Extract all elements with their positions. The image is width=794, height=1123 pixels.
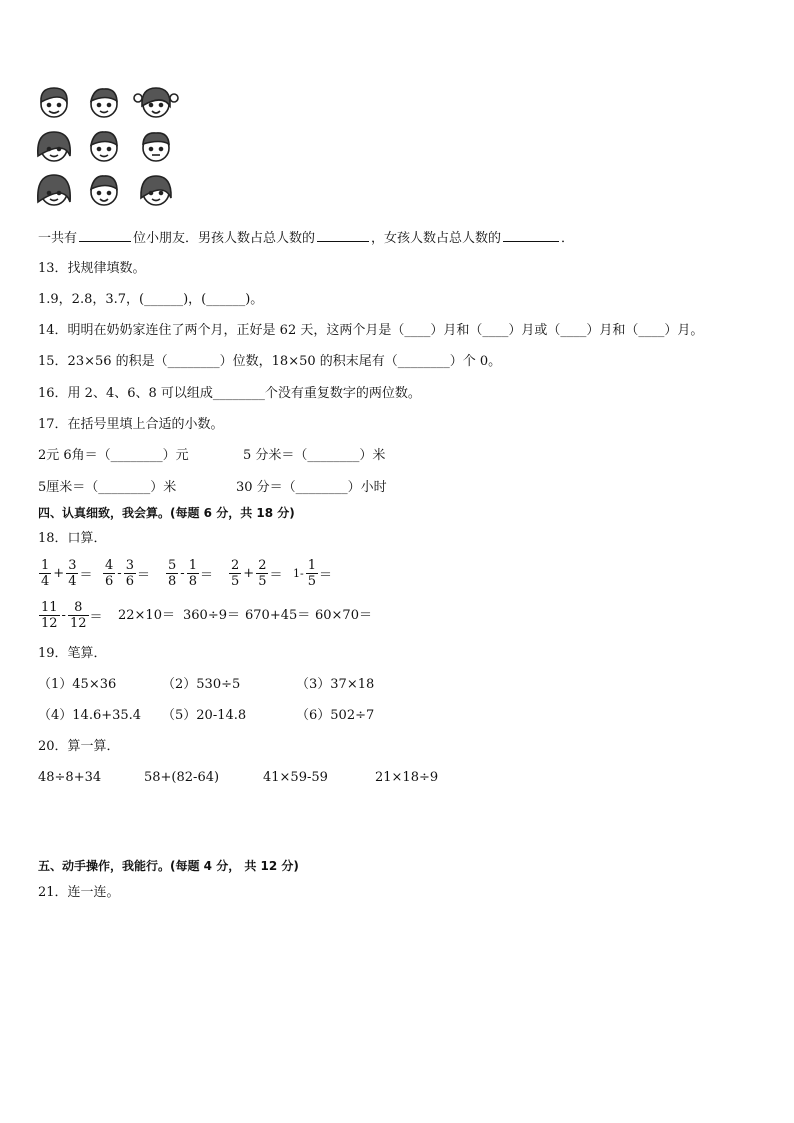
q15-text: 15．23×56 的积是（________）位数，18×50 的积末尾有（________）个 0。: [38, 354, 502, 369]
children-illustration: [36, 84, 186, 214]
q12-text-a: 一共有: [38, 231, 78, 246]
q12-text-c: ，女孩人数占总人数的: [371, 231, 502, 246]
q17-item-3: 5厘米＝（________）米: [38, 480, 177, 495]
q12-blank-3: [503, 229, 559, 242]
q17-item-4: 30 分＝（________）小时: [236, 480, 387, 495]
section-5-heading: 五、动手操作，我能行。(每题 4 分， 共 12 分): [38, 859, 299, 873]
q18-expr-2: $\frac{4}{6}$ - $\frac{3}{6}$ ＝: [105, 558, 150, 589]
q12-line: [38, 229, 574, 248]
q12-text-d: ．: [561, 231, 575, 246]
q20-item-3: 41×59-59: [263, 770, 328, 785]
q18-expr-8: 360÷9＝: [183, 608, 240, 623]
q19-item-5: （5）20-14.8: [162, 708, 247, 723]
fraction: $\frac{3}{4}$: [68, 558, 77, 589]
fraction: $\frac{1}{4}$: [41, 558, 50, 589]
q12-blank-2: [317, 229, 369, 242]
fraction: $\frac{5}{8}$: [168, 558, 177, 589]
q18-title: 18．口算．: [38, 531, 107, 546]
q19-item-3: （3）37×18: [296, 677, 375, 692]
q18-expr-1: $\frac{1}{4}$ + $\frac{3}{4}$ ＝: [41, 558, 93, 589]
children-faces-image: [36, 84, 186, 214]
q20-item-1: 48÷8+34: [38, 770, 102, 785]
q17-item-2: 5 分米＝（________）米: [243, 448, 386, 463]
q19-item-4: （4）14.6+35.4: [38, 708, 142, 723]
fraction: $\frac{1}{8}$: [188, 558, 197, 589]
q18-expr-10: 60×70＝: [315, 608, 372, 623]
q12-blank-1: [79, 229, 131, 242]
fraction: $\frac{11}{12}$: [41, 600, 58, 631]
fraction: $\frac{2}{5}$: [231, 558, 240, 589]
q19-title: 19．笔算．: [38, 646, 107, 661]
q18-expr-6: $\frac{11}{12}$ - $\frac{8}{12}$ ＝: [41, 600, 103, 631]
q17-title: 17．在括号里填上合适的小数。: [38, 417, 224, 432]
q17-item-1: 2元 6角＝（________）元: [38, 448, 189, 463]
fraction: $\frac{4}{6}$: [105, 558, 114, 589]
q13-sequence: 1.9，2.8，3.7，(______)，(______)。: [38, 292, 264, 307]
q19-item-6: （6）502÷7: [296, 708, 375, 723]
q18-expr-4: $\frac{2}{5}$ + $\frac{2}{5}$ ＝: [231, 558, 283, 589]
fraction: $\frac{3}{6}$: [125, 558, 134, 589]
q20-title: 20．算一算．: [38, 739, 120, 754]
q13-title: 13．找规律填数。: [38, 261, 146, 276]
q14-text: 14．明明在奶奶家连住了两个月，正好是 62 天，这两个月是（____）月和（____）月或（____）月和（____）月。: [38, 323, 704, 338]
q16-text: 16．用 2、4、6、8 可以组成________个没有重复数字的两位数。: [38, 386, 421, 401]
q20-item-4: 21×18÷9: [375, 770, 439, 785]
q19-item-1: （1）45×36: [38, 677, 117, 692]
q18-expr-3: $\frac{5}{8}$ - $\frac{1}{8}$ ＝: [168, 558, 213, 589]
section-4-heading: 四、认真细致，我会算。(每题 6 分，共 18 分): [38, 506, 295, 520]
q19-item-2: （2）530÷5: [162, 677, 241, 692]
q18-expr-9: 670+45＝: [245, 608, 311, 623]
fraction: $\frac{8}{12}$: [69, 600, 87, 631]
q21-title: 21．连一连。: [38, 885, 120, 900]
fraction: $\frac{2}{5}$: [258, 558, 267, 589]
q18-expr-7: 22×10＝: [118, 608, 175, 623]
q20-item-2: 58+(82-64): [144, 770, 220, 785]
q12-text-b: 位小朋友．男孩人数占总人数的: [133, 231, 316, 246]
fraction: $\frac{1}{5}$: [307, 558, 316, 589]
q18-expr-5: 1- $\frac{1}{5}$ ＝: [293, 558, 333, 589]
